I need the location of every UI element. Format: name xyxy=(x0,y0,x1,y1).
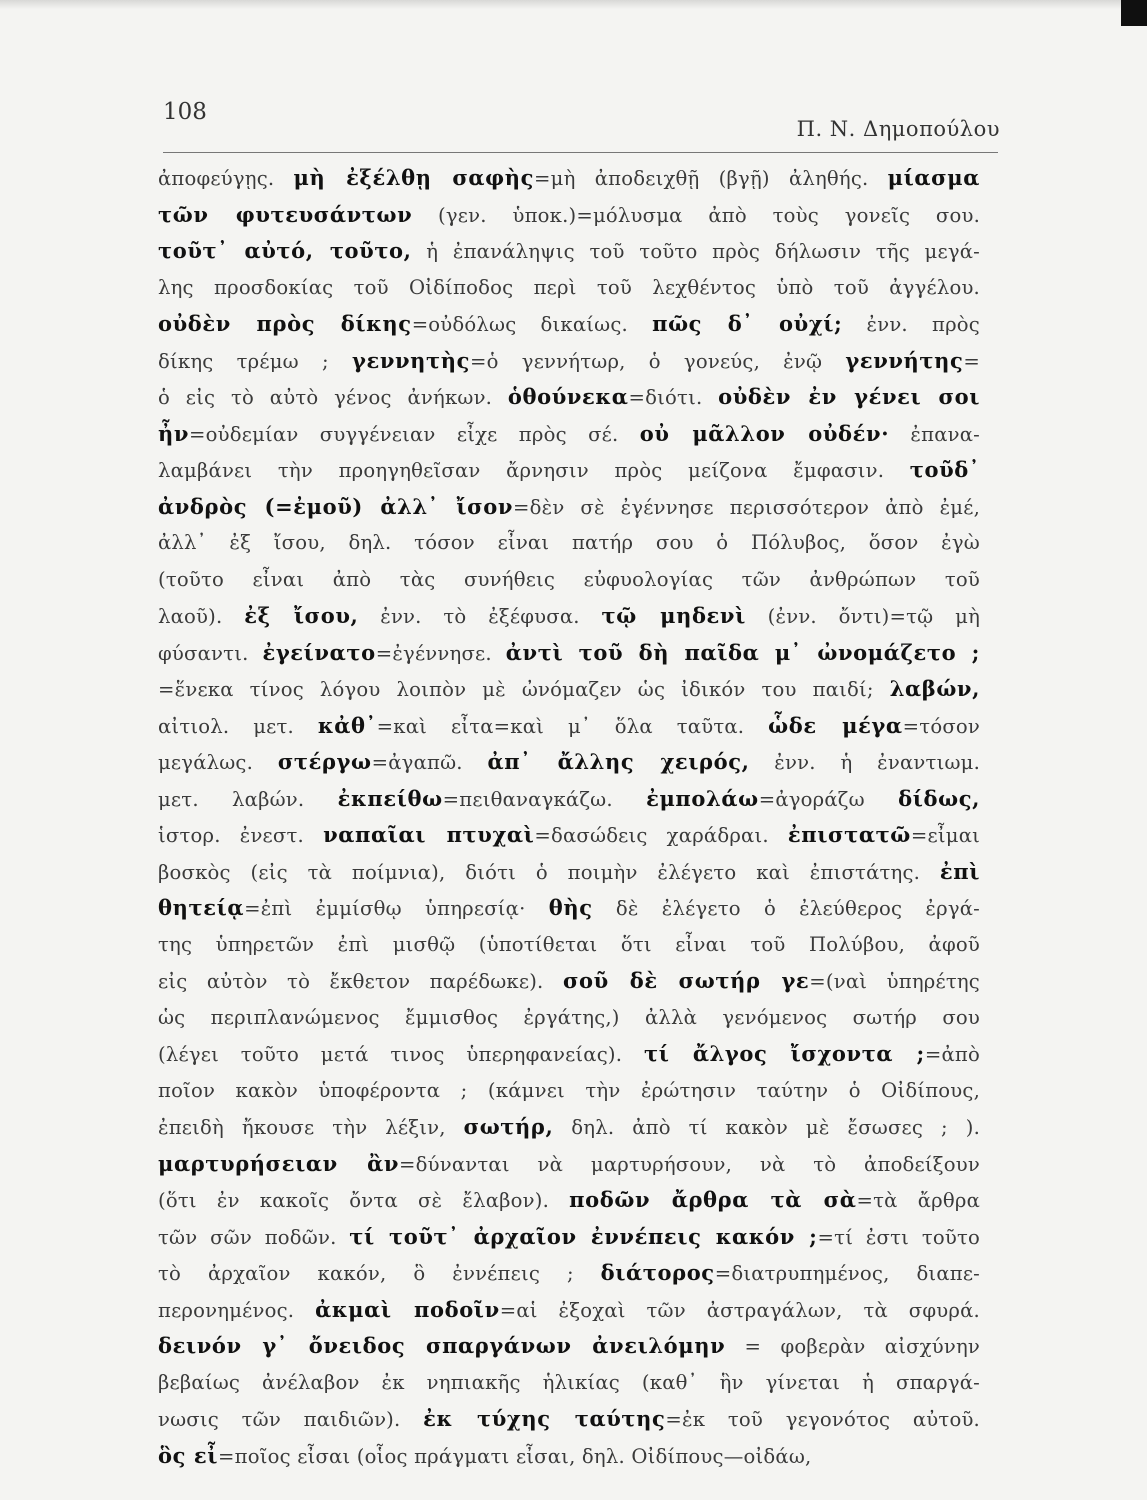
gloss-text: =ἀγαπῶ. xyxy=(371,751,488,774)
lemma-term: ἐκπείθω xyxy=(337,785,443,811)
gloss-text: =καὶ εἶτα=καὶ μ᾽ ὅλα ταῦτα. xyxy=(376,714,769,738)
gloss-text: ἀποφεύγῃς. xyxy=(158,167,294,190)
gloss-text: ποῖον κακὸν ὑποφέροντα ; (κάμνει τὴν ἐρώτησιν ταύτην ὁ Οἰδίπους, xyxy=(158,1078,980,1102)
gloss-text: =(ναὶ ὑπηρέτης xyxy=(809,970,980,993)
lemma-term: ποδῶν ἄρθρα τὰ σὰ xyxy=(569,1187,857,1212)
gloss-text: (ἐνν. ὄντι)=τῷ μὴ xyxy=(745,605,980,628)
lemma-term: ἐκ τύχης ταύτης xyxy=(423,1406,666,1431)
text-line xyxy=(158,343,980,380)
text-line xyxy=(158,1401,980,1438)
gloss-text: δηλ. ἀπὸ τί κακὸν μὲ ἔσωσες ; ). xyxy=(553,1116,980,1139)
gloss-text: =πειθαναγκάζω. xyxy=(442,787,647,811)
text-line xyxy=(158,1255,980,1292)
gloss-text: ἱστορ. ἐνεστ. xyxy=(158,824,324,847)
gloss-text: =δασώδεις χαράδραι. xyxy=(534,824,788,847)
gloss-text: τῶν σῶν ποδῶν. xyxy=(158,1225,350,1249)
lemma-term: ἦν xyxy=(158,420,190,446)
lemma-term: σωτήρ, xyxy=(463,1114,554,1139)
gloss-text: =αἱ ἐξοχαὶ τῶν ἀστραγάλων, τὰ σφυρά. xyxy=(499,1298,980,1322)
lemma-term: οὐδὲν ἐν γένει σοι xyxy=(718,384,980,409)
text-line xyxy=(158,233,980,270)
text-line xyxy=(158,854,980,891)
text-line xyxy=(158,744,980,781)
gloss-text: (γεν. ὑποκ.)=μόλυσμα ἀπὸ τοὺς γονεῖς σου. xyxy=(412,203,980,227)
gloss-text: βεβαίως ἀνέλαβον ἐκ νηπιακῆς ἡλικίας (καθ᾽ ἣν γίνεται ἡ σπαργά- xyxy=(158,1370,980,1394)
lemma-term: ἐπιστατῶ xyxy=(787,822,911,847)
gloss-text: τὸ ἀρχαῖον κακόν, ὃ ἐννέπεις ; xyxy=(158,1262,601,1285)
lemma-term: τῷ μηδενὶ xyxy=(601,603,746,628)
text-line xyxy=(158,489,980,526)
header-rule xyxy=(163,152,998,153)
gloss-text: = xyxy=(963,349,980,373)
gloss-text: =ἐκ τοῦ γεγονότος αὐτοῦ. xyxy=(665,1408,980,1431)
lemma-term: ἐμπολάω xyxy=(646,785,759,811)
gloss-text: λαοῦ). xyxy=(158,605,245,628)
text-line xyxy=(158,671,980,708)
text-line xyxy=(158,379,980,416)
lemma-term: τοῦτ᾽ αὐτό, τοῦτο, xyxy=(158,238,412,263)
gloss-text: βοσκὸς (εἰς τὰ ποίμνια), διότι ὁ ποιμὴν ἐλέγετο καὶ ἐπιστάτης. xyxy=(158,860,940,884)
lemma-term: γεννητὴς xyxy=(351,347,471,373)
text-line xyxy=(158,890,980,927)
gloss-text: φύσαντι. xyxy=(158,641,263,665)
gloss-text: νωσις τῶν παιδιῶν). xyxy=(158,1408,424,1431)
lemma-term: τῶν φυτευσάντων xyxy=(158,201,413,227)
gloss-text: =τὰ ἄρθρα xyxy=(856,1189,980,1212)
gloss-text: =ἀπὸ xyxy=(924,1043,980,1066)
lemma-term: ναπαῖαι πτυχαὶ xyxy=(323,822,535,847)
text-line xyxy=(158,306,980,343)
lemma-term: ὃς εἶ xyxy=(158,1442,219,1468)
gloss-text: =εἶμαι xyxy=(910,824,980,847)
lemma-term: κἀθ᾽ xyxy=(317,712,377,738)
lemma-term: λαβών, xyxy=(889,676,980,701)
lemma-term: οὐδὲν πρὸς δίκης xyxy=(158,311,412,336)
gloss-text: =διατρυπημένος, διαπε- xyxy=(714,1262,980,1285)
gloss-text: ἀλλ᾽ ἐξ ἴσου, δηλ. τόσον εἶναι πατήρ σου ὁ Πόλυβος, ὅσον ἐγὼ xyxy=(158,531,980,554)
gloss-text: =δὲν σὲ ἐγέννησε περισσότερον ἀπὸ ἐμέ, xyxy=(513,495,980,519)
gloss-text: ἐνν. πρὸς xyxy=(842,313,980,336)
text-line xyxy=(158,270,980,307)
gloss-text: ὡς περιπλανώμενος ἔμμισθος ἐργάτης,) ἀλλὰ γενόμενος σωτήρ σου xyxy=(158,1005,980,1029)
lemma-term: μίασμα xyxy=(887,165,980,190)
gloss-text: (τοῦτο εἶναι ἀπὸ τὰς συνήθεις εὐφυολογίας τῶν ἀνθρώπων τοῦ xyxy=(158,567,980,591)
text-line xyxy=(158,160,980,197)
gloss-text: =ποῖος εἶσαι (οἷος πράγματι εἶσαι, δηλ. Οἰδίπους—οἰδάω, xyxy=(218,1444,812,1468)
lemma-term: ἐπὶ xyxy=(939,858,980,884)
text-line xyxy=(158,781,980,818)
lemma-term: ἀπ᾽ ἄλλης χειρός, xyxy=(487,749,750,774)
text-line xyxy=(158,1292,980,1329)
text-line xyxy=(158,1328,980,1365)
gloss-text: ἐπανα- xyxy=(889,422,980,446)
lemma-term: ὧδε μέγα xyxy=(768,712,903,738)
text-line xyxy=(158,708,980,745)
gloss-text: =δύνανται νὰ μαρτυρήσουν, νὰ τὸ ἀποδείξουν xyxy=(399,1152,980,1176)
lemma-term: τοῦδ᾽ xyxy=(909,457,980,482)
text-line xyxy=(158,598,980,635)
running-head: Π. Ν. Δημοπούλου xyxy=(796,117,1000,141)
gloss-text: μεγάλως. xyxy=(158,751,278,774)
lemma-term: τί ἄλγος ἴσχοντα ; xyxy=(644,1041,925,1066)
text-line xyxy=(158,452,980,489)
text-line xyxy=(158,1073,980,1110)
page-number: 108 xyxy=(163,99,207,125)
lemma-term: γεννήτης xyxy=(845,347,964,373)
gloss-text: ὁ εἰς τὸ αὐτὸ γένος ἀνήκων. xyxy=(158,386,508,409)
gloss-text: δίκης τρέμω ; xyxy=(158,349,352,373)
text-line xyxy=(158,817,980,854)
text-line xyxy=(158,635,980,672)
gloss-text: λαμβάνει τὴν προηγηθεῖσαν ἄρνησιν πρὸς μείζονα ἔμφασιν. xyxy=(158,459,910,482)
lemma-term: στέργω xyxy=(277,749,372,774)
gloss-text: δὲ ἐλέγετο ὁ ἐλεύθερος ἐργά- xyxy=(592,897,980,920)
text-line xyxy=(158,1146,980,1183)
text-line xyxy=(158,1000,980,1037)
text-line xyxy=(158,927,980,964)
text-line xyxy=(158,1365,980,1402)
text-line xyxy=(158,1438,980,1475)
lemma-term: μὴ ἐξέλθῃ σαφὴς xyxy=(293,165,535,190)
text-line xyxy=(158,197,980,234)
gloss-text: ἡ ἐπανάληψις τοῦ τοῦτο πρὸς δήλωσιν τῆς μεγά- xyxy=(411,240,980,263)
lemma-term: ἐξ ἴσου, xyxy=(244,603,359,628)
text-line xyxy=(158,1109,980,1146)
text-line xyxy=(158,416,980,453)
gloss-text: =τόσον xyxy=(902,714,980,738)
lemma-term: σοῦ δὲ σωτήρ γε xyxy=(562,968,810,993)
gloss-text: αἰτιολ. μετ. xyxy=(158,714,318,738)
scan-corner xyxy=(1121,0,1147,26)
gloss-text: =οὐδεμίαν συγγένειαν εἶχε πρὸς σέ. xyxy=(189,422,640,446)
gloss-text: ἐπειδὴ ἤκουσε τὴν λέξιν, xyxy=(158,1116,464,1139)
gloss-text: =ἕνεκα τίνος λόγου λοιπὸν μὲ ὠνόμαζεν ὡς ἰδικόν του παιδί; xyxy=(158,678,890,701)
text-line xyxy=(158,963,980,1000)
lemma-term: δεινόν γ᾽ ὄνειδος σπαργάνων ἀνειλόμην xyxy=(158,1333,726,1358)
lemma-term: τί τοῦτ᾽ ἀρχαῖον ἐννέπεις κακόν ; xyxy=(349,1223,818,1249)
gloss-text: της ὑπηρετῶν ἐπὶ μισθῷ (ὑποτίθεται ὅτι εἶναι τοῦ Πολύβου, ἀφοῦ xyxy=(158,932,980,956)
gloss-text: (ὅτι ἐν κακοῖς ὄντα σὲ ἔλαβον). xyxy=(158,1189,570,1212)
gloss-text: = φοβερὰν αἰσχύνην xyxy=(725,1335,980,1358)
text-line xyxy=(158,562,980,599)
gloss-text: ἐνν. τὸ ἐξέφυσα. xyxy=(358,605,602,628)
lemma-term: διάτορος xyxy=(600,1260,715,1285)
lemma-term: ἀντὶ τοῦ δὴ παῖδα μ᾽ ὠνομάζετο ; xyxy=(505,639,980,665)
text-line xyxy=(158,1219,980,1256)
text-line xyxy=(158,525,980,562)
gloss-text: =διότι. xyxy=(628,386,719,409)
gloss-text: (λέγει τοῦτο μετά τινος ὑπερηφανείας). xyxy=(158,1043,645,1066)
lemma-term: ἀκμαὶ ποδοῖν xyxy=(315,1296,500,1322)
lemma-term: οὐ μᾶλλον οὐδέν· xyxy=(639,420,890,446)
gloss-text: =μὴ ἀποδειχθῇ (βγῇ) ἀληθής. xyxy=(534,167,888,190)
gloss-text: μετ. λαβών. xyxy=(158,787,338,811)
text-line xyxy=(158,1036,980,1073)
gloss-text: ἐνν. ἡ ἐναντιωμ. xyxy=(749,751,980,774)
lemma-term: ὁθούνεκα xyxy=(507,384,629,409)
lemma-term: ἐγείνατο xyxy=(262,639,376,665)
gloss-text: περονημένος. xyxy=(158,1298,316,1322)
gloss-text: =ὁ γεννήτωρ, ὁ γονεύς, ἐνῷ xyxy=(470,349,846,373)
gloss-text: =ἐγέννησε. xyxy=(375,641,506,665)
lemma-term: δίδως, xyxy=(898,785,980,811)
lemma-term: πῶς δ᾽ οὐχί; xyxy=(652,311,843,336)
lemma-term: θητείᾳ xyxy=(158,895,245,920)
gloss-text: εἰς αὐτὸν τὸ ἔκθετον παρέδωκε). xyxy=(158,970,563,993)
gloss-text: =ἀγοράζω xyxy=(758,787,899,811)
gloss-text: λης προσδοκίας τοῦ Οἰδίποδος περὶ τοῦ λεχθέντος ὑπὸ τοῦ ἀγγέλου. xyxy=(158,275,980,299)
gloss-text: =ἐπὶ ἐμμίσθῳ ὑπηρεσίᾳ· xyxy=(244,897,549,920)
text-line xyxy=(158,1182,980,1219)
gloss-text: =οὐδόλως δικαίως. xyxy=(411,313,653,336)
lemma-term: ἀνδρὸς (=ἐμοῦ) ἀλλ᾽ ἴσον xyxy=(158,493,513,519)
lemma-term: θὴς xyxy=(548,895,593,920)
scan-edge xyxy=(0,0,1147,9)
commentary-text xyxy=(158,160,980,1474)
lemma-term: μαρτυρήσειαν ἂν xyxy=(158,1150,400,1176)
gloss-text: =τί ἐστι τοῦτο xyxy=(817,1225,980,1249)
